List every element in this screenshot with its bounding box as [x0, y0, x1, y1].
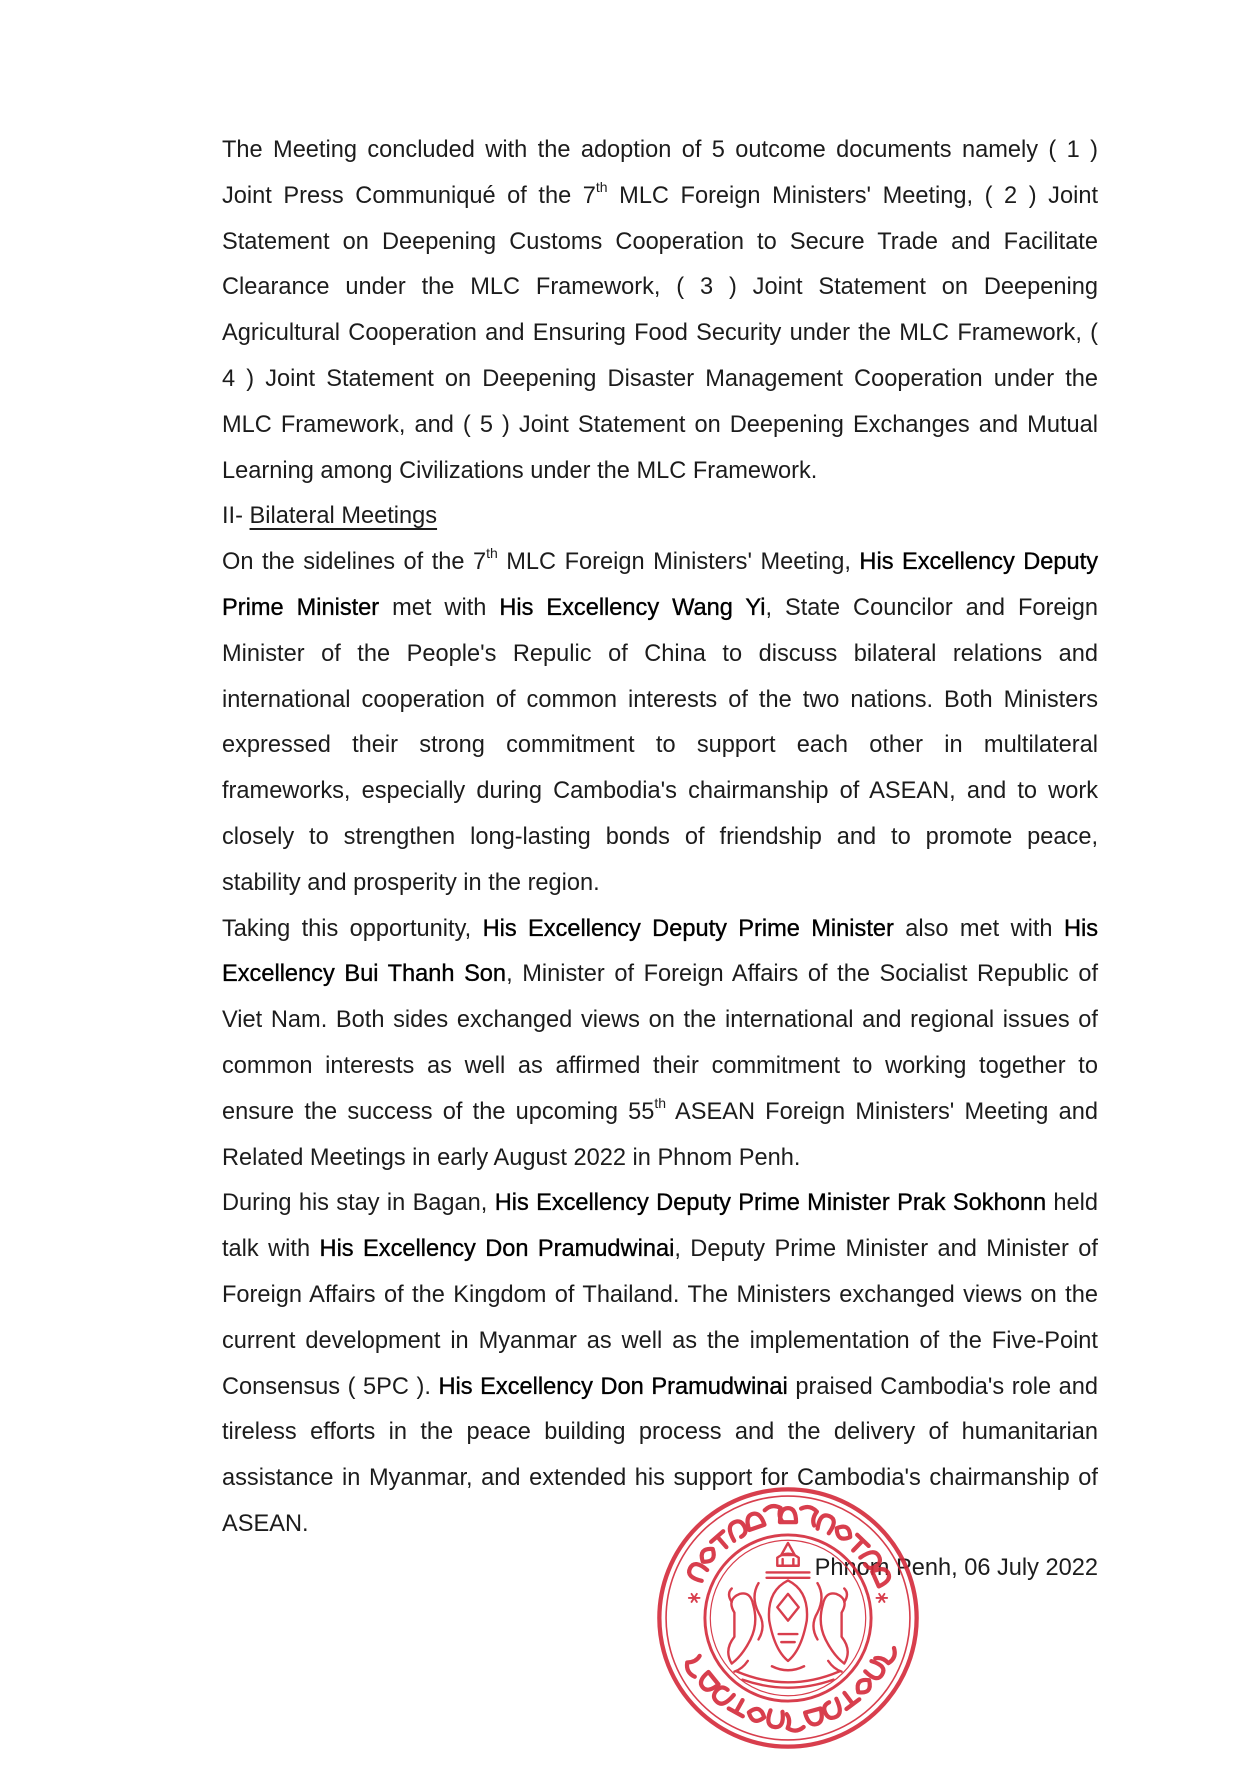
emphasis-text: His Excellency Deputy Prime Minister: [482, 915, 894, 942]
seal-script-glyph: [805, 1708, 824, 1726]
text-run: On the sidelines of the 7: [222, 549, 487, 576]
text-run: also met with: [893, 915, 1064, 942]
seal-script-glyph: [698, 1545, 717, 1565]
seal-script-glyph: [745, 1511, 765, 1530]
document-body: [222, 128, 1098, 1548]
china-meeting-paragraph: [222, 540, 1098, 906]
text-run: Taking this opportunity,: [222, 915, 483, 942]
section-heading: [222, 494, 1098, 540]
seal-script-glyph: [764, 1505, 782, 1524]
text-run: , State Councilor and Foreign Minister of the People's Repulic of China to discuss bilateral relations and international cooperation of common interests of the two nations. Both Ministers expressed their strong commitment to support each other in multilateral frameworks, especially during Cambodia's chairmanship of ASEAN, and to work closely to strengthen long-lasting bonds of friendship and to promote peace, stability and prosperity in the region.: [222, 594, 1098, 896]
text-run: , Minister of Foreign Affairs of the Socialist Republic of Viet Nam. Both sides exchanged views on the international and regional issues of common interests as well as affirmed their commitment to working together to ensure the success of the upcoming 55: [222, 961, 1099, 1125]
place-date-line: Phnom Penh, 06 July 2022: [814, 1555, 1098, 1581]
emphasis-text: His Excellency Deputy Prime Minister: [222, 549, 1098, 621]
text-run: praised Cambodia's role and tireless efforts in the peace building process and the delivery of humanitarian assistance in Myanmar, and extended his support for Cambodia's chairmanship of ASEAN.: [222, 1373, 1098, 1537]
text-run: MLC Foreign Ministers' Meeting,: [497, 549, 860, 576]
seal-script-glyph: [872, 1566, 891, 1586]
emphasis-text: His Excellency Deputy Prime Minister Prak Sokhonn: [494, 1190, 1047, 1217]
seal-script-glyph: [687, 1562, 708, 1582]
section-number: II-: [222, 503, 250, 530]
seal-script-glyph: [822, 1699, 844, 1721]
vietnam-meeting-paragraph: [222, 907, 1098, 1182]
seal-script-glyph: [875, 1643, 897, 1664]
ordinal-suffix: th: [654, 1094, 667, 1111]
ordinal-suffix: th: [595, 178, 608, 195]
seal-script-glyph: [833, 1523, 853, 1542]
text-run: met with: [379, 594, 500, 621]
ordinal-suffix: th: [486, 545, 498, 562]
seal-script-glyph: [787, 1713, 804, 1731]
outcome-documents-paragraph: [222, 128, 1098, 494]
seal-script-glyph: [854, 1676, 874, 1696]
seal-script-glyph: [817, 1513, 836, 1533]
seal-script-glyph: [726, 1519, 748, 1541]
seal-script-glyph: [865, 1660, 886, 1681]
emphasis-text: His Excellency Bui Thanh Son: [222, 915, 1099, 988]
seal-script-glyph: [798, 1506, 817, 1526]
section-title: Bilateral Meetings: [249, 503, 438, 530]
royal-seal-icon: [654, 1484, 922, 1752]
text-run: The Meeting concluded with the adoption of 5 outcome documents namely ( 1 ) Joint Press Communiqué of the 7: [222, 137, 1098, 209]
text-run: MLC Foreign Ministers' Meeting, ( 2 ) Joint Statement on Deepening Customs Cooperation to Secure Trade and Facilitate Clearance under the MLC Framework, ( 3 ) Joint Statement on Deepening Agricultural Cooperation and Ensuring Food Security under the MLC Framework, ( 4 ) Joint Statement on Deepening Disaster Management Cooperation under the MLC Framework, and ( 5 ) Joint Statement on Deepening Exchanges and Mutual Learning among Civilizations under the MLC Framework.: [222, 182, 1098, 484]
emphasis-text: His Excellency Don Pramudwinai: [438, 1373, 788, 1400]
seal-script-glyph: [747, 1707, 766, 1723]
emphasis-text: His Excellency Don Pramudwinai: [319, 1236, 675, 1263]
text-run: ASEAN Foreign Ministers' Meeting and Related Meetings in early August 2022 in Phnom Penh.: [222, 1098, 1098, 1171]
text-run: During his stay in Bagan,: [222, 1190, 495, 1217]
text-run: held talk with: [222, 1190, 1099, 1263]
text-run: , Deputy Prime Minister and Minister of Foreign Affairs of the Kingdom of Thailand. The Ministers exchanged views on the current development in Myanmar as well as the implementation of the Five-Point Consensus ( 5PC ).: [222, 1236, 1098, 1400]
emphasis-text: His Excellency Wang Yi: [499, 594, 766, 621]
seal-script-glyph: [767, 1710, 783, 1728]
